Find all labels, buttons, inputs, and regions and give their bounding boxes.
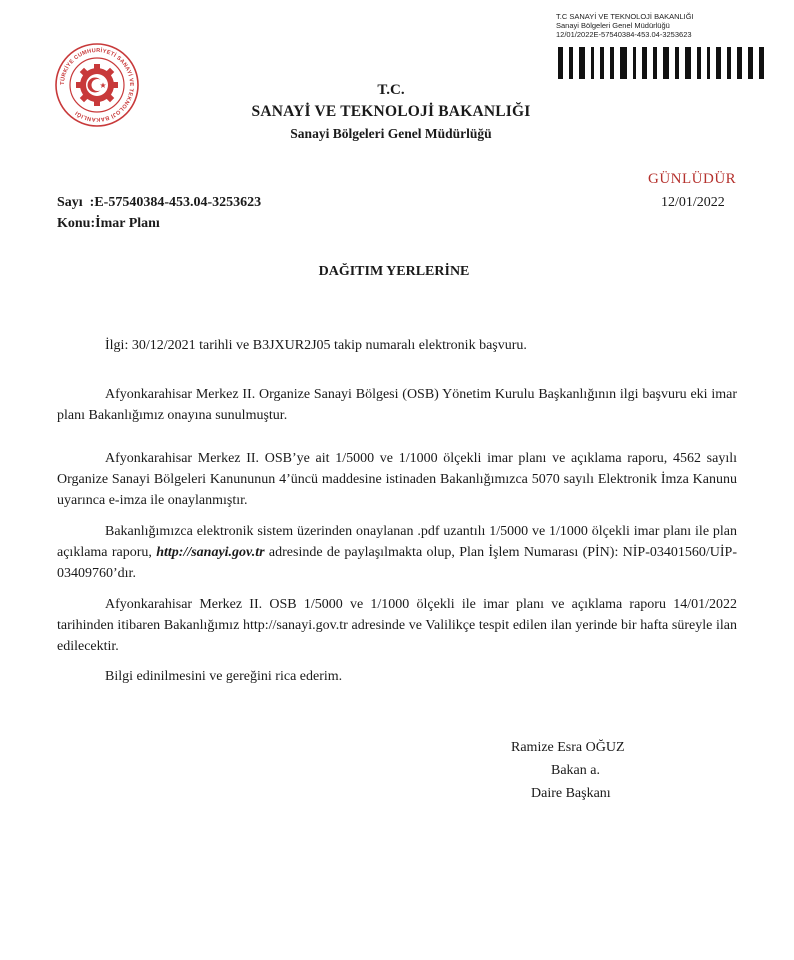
reference-line: İlgi: 30/12/2021 tarihli ve B3JXUR2J05 takip numaralı elektronik başvuru. xyxy=(105,338,527,353)
header-directorate: Sanayi Bölgeleri Genel Müdürlüğü xyxy=(290,126,492,141)
logo-ring-text: TÜRKİYE CUMHURİYETİ SANAYİ VE TEKNOLOJİ BAKANLIĞI xyxy=(59,47,135,123)
stamp-line-3: 12/01/2022E-57540384-453.04-3253623 xyxy=(556,30,692,39)
paragraph-4: Afyonkarahisar Merkez II. OSB 1/5000 ve 1/1000 ölçekli ile imar planı ve açıklama raporu 14/01/2022 tarihinden itibaren Bakanlığımız http://sanayi.gov.tr adresinde ve Valilikçe tespit edilen ilan yerinde bir hafta süreyle ilan edilecektir. xyxy=(57,597,737,654)
paragraph-3-text-a: Bakanlığımızca elektronik sistem üzerinden onaylanan .pdf uzantılı 1/5000 ve 1/1000 ölçekli imar planı ile plan açıklama raporu, xyxy=(57,524,737,560)
paragraph-3 xyxy=(57,521,737,584)
signatory-name: Ramize Esra OĞUZ xyxy=(511,740,625,755)
urgency-label: GÜNLÜDÜR xyxy=(648,171,737,187)
stamp-line-2: Sanayi Bölgeleri Genel Müdürlüğü xyxy=(556,21,670,30)
barcode xyxy=(558,47,778,79)
header-ministry: SANAYİ VE TEKNOLOJİ BAKANLIĞI xyxy=(251,103,531,120)
signatory-on-behalf: Bakan a. xyxy=(551,763,600,778)
closing-line: Bilgi edinilmesini ve gereğini rica ederim. xyxy=(105,669,343,684)
document-subject: Konu:İmar Planı xyxy=(57,216,160,231)
paragraph-3-text-b: adresinde de paylaşılmakta olup, Plan İşlem Numarası (PİN): NİP-03401560/UİP-03409760’dır. xyxy=(57,545,737,581)
document-stamp xyxy=(556,12,786,39)
stamp-line-1: T.C SANAYİ VE TEKNOLOJİ BAKANLIĞI xyxy=(556,12,694,21)
paragraph-1: Afyonkarahisar Merkez II. Organize Sanayi Bölgesi (OSB) Yönetim Kurulu Başkanlığının ilgi başvuru eki imar planı Bakanlığımız onayına sunulmuştur. xyxy=(57,387,737,423)
document-date: 12/01/2022 xyxy=(661,195,725,210)
document-number: Sayı :E-57540384-453.04-3253623 xyxy=(57,195,262,210)
addressee: DAĞITIM YERLERİNE xyxy=(318,264,470,279)
sanayi-link[interactable]: http://sanayi.gov.tr xyxy=(156,545,265,560)
header-tc: T.C. xyxy=(377,82,405,98)
signatory-title: Daire Başkanı xyxy=(531,786,611,801)
paragraph-2: Afyonkarahisar Merkez II. OSB’ye ait 1/5000 ve 1/1000 ölçekli imar planı ve açıklama raporu, 4562 sayılı Organize Sanayi Bölgeleri Kanununun 4’üncü maddesine istinaden Bakanlığımızca 5070 sayılı Elektronik İmza Kanunu uyarınca e-imza ile onaylanmıştır. xyxy=(57,451,737,508)
